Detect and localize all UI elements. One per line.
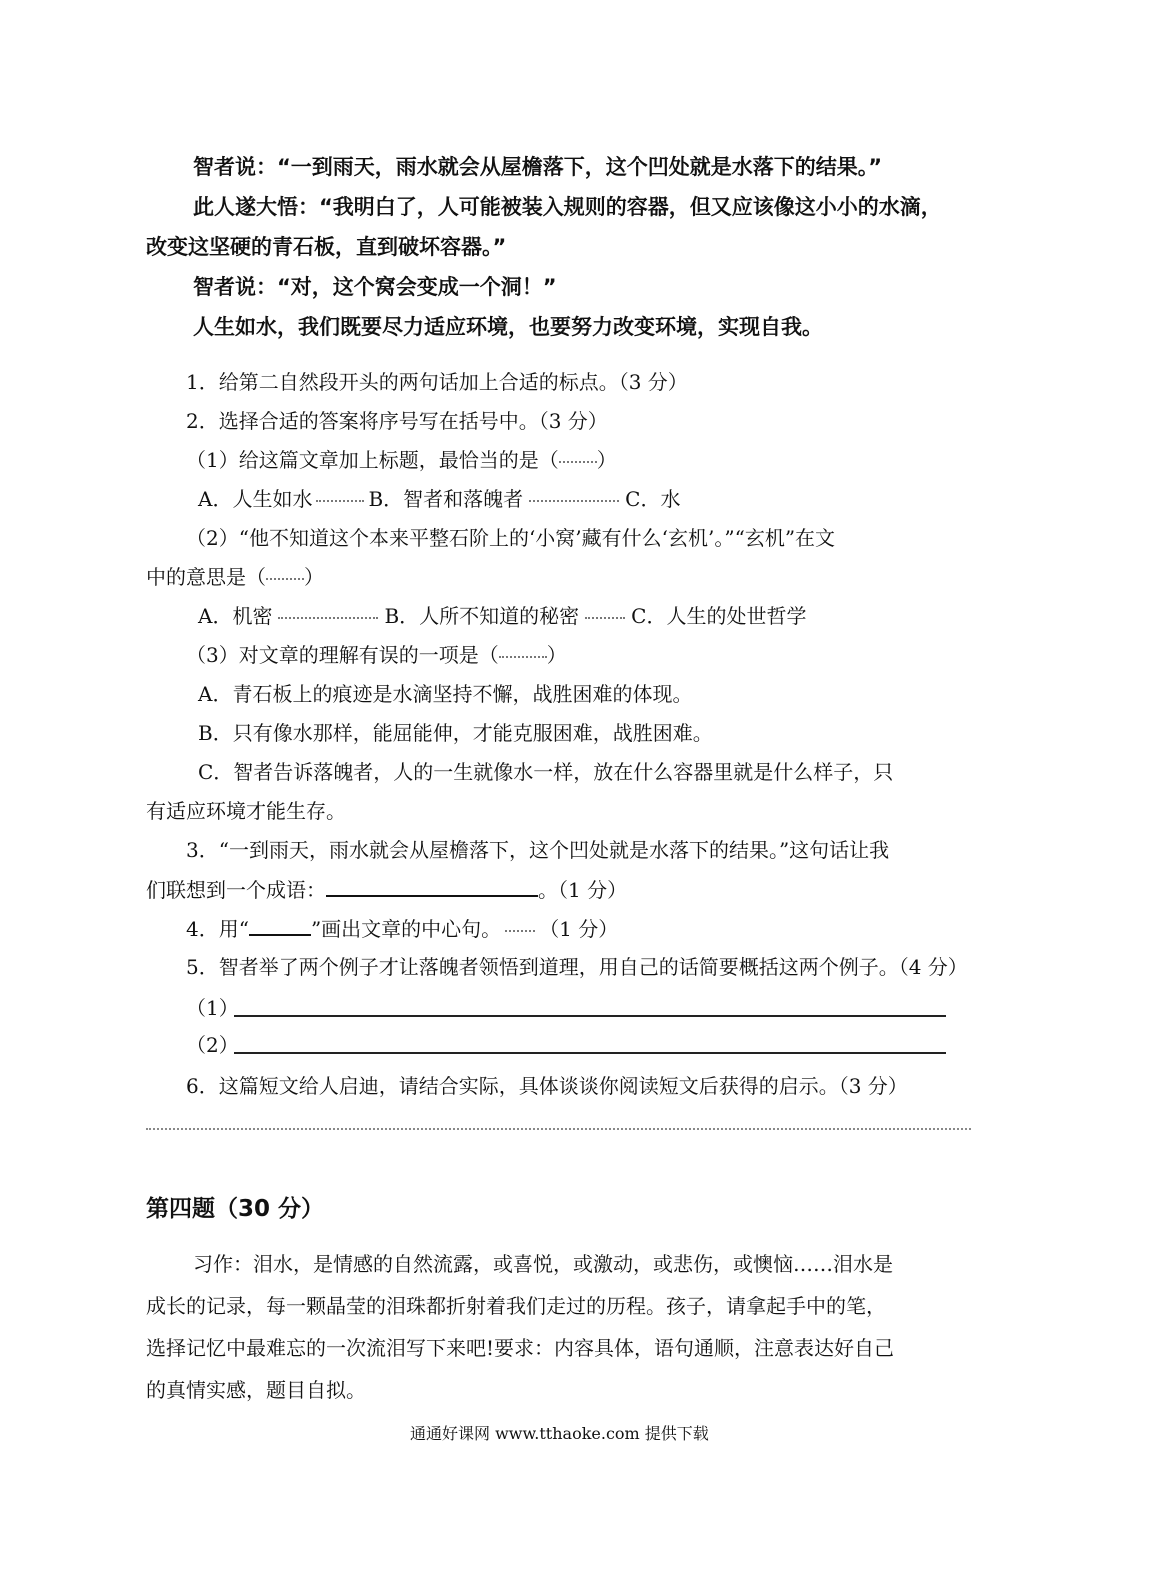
question-2-2-line-1: （2）“他不知道这个本来平整石阶上的‘小窝’藏有什么‘玄机’。”“玄机”在文 xyxy=(186,526,836,550)
option-c: C．水 xyxy=(625,487,681,511)
answer-blank[interactable] xyxy=(499,655,547,658)
answer-blank[interactable] xyxy=(266,577,304,580)
footer-source: 通通好课网 www.tthaoke.com 提供下载 xyxy=(410,1424,709,1443)
question-2-3-option-c-line-1: C．智者告诉落魄者，人的一生就像水一样，放在什么容器里就是什么样子，只 xyxy=(198,760,894,784)
dotted-spacer xyxy=(529,499,619,502)
option-b: B．人所不知道的秘密 xyxy=(384,604,580,628)
question-2-2-text: 中的意思是（ xyxy=(146,565,266,589)
question-1: 1．给第二自然段开头的两句话加上合适的标点。（3 分） xyxy=(186,370,688,394)
question-3-text: 们联想到一个成语： xyxy=(146,878,326,902)
question-3-line-1: 3．“一到雨天，雨水就会从屋檐落下，这个凹处就是水落下的结果。”这句话让我 xyxy=(186,838,890,862)
question-2-3-text: （3）对文章的理解有误的一项是（ xyxy=(186,643,499,667)
dotted-spacer xyxy=(505,929,535,932)
composition-prompt-line-3: 选择记忆中最难忘的一次流泪写下来吧!要求：内容具体，语句通顺，注意表达好自己 xyxy=(146,1336,895,1360)
option-a: A．人生如水 xyxy=(198,487,313,511)
question-5-1-answer-line[interactable] xyxy=(234,1015,946,1017)
passage-paragraph-2-line-2: 改变这坚硬的青石板，直到破坏容器。” xyxy=(146,235,507,259)
question-3-score: 。（1 分） xyxy=(538,878,628,902)
question-6-answer-line[interactable] xyxy=(146,1128,971,1130)
passage-paragraph-4: 人生如水，我们既要尽力适应环境，也要努力改变环境，实现自我。 xyxy=(193,315,823,339)
question-5-2-label: （2） xyxy=(186,1033,239,1057)
question-2-2-options xyxy=(198,602,806,630)
question-2-3 xyxy=(186,641,567,669)
question-4 xyxy=(186,914,618,943)
question-2: 2．选择合适的答案将序号写在括号中。（3 分） xyxy=(186,409,608,433)
question-2-1-close: ） xyxy=(596,448,617,472)
composition-prompt-line-1 xyxy=(193,1250,893,1278)
question-2-3-option-b: B．只有像水那样，能屈能伸，才能克服困难，战胜困难。 xyxy=(198,721,713,745)
question-2-3-close: ） xyxy=(546,643,567,667)
question-2-3-option-a: A．青石板上的痕迹是水滴坚持不懈，战胜困难的体现。 xyxy=(198,682,693,706)
question-4-post: ”画出文章的中心句。 xyxy=(310,917,502,941)
question-2-1 xyxy=(186,446,617,474)
dotted-spacer xyxy=(585,616,625,619)
idiom-answer-line[interactable] xyxy=(326,875,538,897)
option-a: A．机密 xyxy=(198,604,273,628)
question-2-1-options xyxy=(198,485,680,513)
passage-paragraph-1: 智者说：“一到雨天，雨水就会从屋檐落下，这个凹处就是水落下的结果。” xyxy=(193,155,883,179)
composition-prompt-line-4: 的真情实感，题目自拟。 xyxy=(146,1378,366,1402)
question-2-3-option-c-line-2: 有适应环境才能生存。 xyxy=(146,799,346,823)
question-2-1-text: （1）给这篇文章加上标题，最恰当的是（ xyxy=(186,448,559,472)
question-3-line-2 xyxy=(146,875,627,904)
question-5: 5．智者举了两个例子才让落魄者领悟到道理，用自己的话简要概括这两个例子。（4 分） xyxy=(186,955,968,979)
composition-prompt-line-2: 成长的记录，每一颗晶莹的泪珠都折射着我们走过的历程。孩子，请拿起手中的笔， xyxy=(146,1294,886,1318)
passage-paragraph-2-line-1: 此人遂大悟：“我明白了，人可能被装入规则的容器，但又应该像这小小的水滴， xyxy=(193,195,942,219)
question-5-1-label: （1） xyxy=(186,996,239,1020)
question-4-score: （1 分） xyxy=(539,917,619,941)
composition-text-1: 习作：泪水，是情感的自然流露，或喜悦，或激动，或悲伤，或懊恼……泪水是 xyxy=(193,1252,893,1276)
passage-paragraph-3: 智者说：“对，这个窝会变成一个洞！” xyxy=(193,275,557,299)
option-c: C．人生的处世哲学 xyxy=(631,604,807,628)
question-6: 6．这篇短文给人启迪，请结合实际，具体谈谈你阅读短文后获得的启示。（3 分） xyxy=(186,1074,908,1098)
question-4-pre: 4．用“ xyxy=(186,917,249,941)
dotted-spacer xyxy=(278,616,378,619)
section-4-heading: 第四题（30 分） xyxy=(146,1196,325,1222)
answer-blank[interactable] xyxy=(559,460,597,463)
option-b: B．智者和落魄者 xyxy=(368,487,524,511)
underline-sample xyxy=(249,914,311,936)
question-2-2-close: ） xyxy=(304,565,324,589)
question-5-2-answer-line[interactable] xyxy=(234,1052,946,1054)
dotted-spacer xyxy=(316,499,364,502)
question-2-2-line-2 xyxy=(146,563,324,591)
